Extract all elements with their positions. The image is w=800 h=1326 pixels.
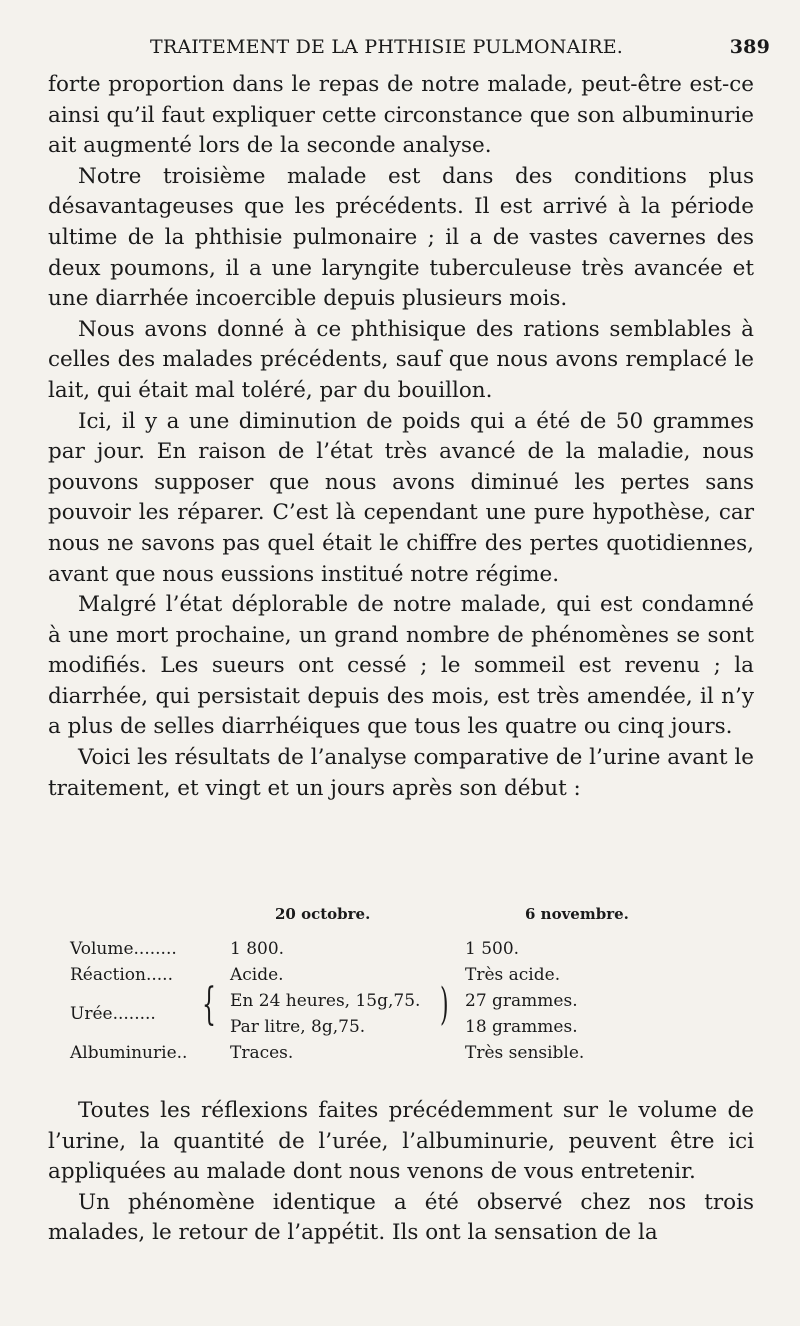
brace-right: ) [440, 979, 449, 1030]
paragraph: Toutes les réflexions faites précédemment sur le volume de l’urine, la quantité de l’urée, l’albuminurie, peuvent être ici appliquées au malade dont nous venons de vous entretenir. [48, 1098, 754, 1185]
column-header-date-1: 20 octobre. [275, 905, 371, 923]
column-header-date-2: 6 novembre. [525, 905, 629, 923]
row-label-albuminurie: Albuminurie.. [70, 1043, 188, 1063]
cell-reaction-1: Acide. [230, 965, 284, 985]
running-header [150, 36, 770, 62]
cell-uree-litre: Par litre, 8g,75. [230, 1017, 366, 1037]
cell-reaction-2: Très acide. [465, 965, 561, 985]
paragraph: Ici, il y a une diminution de poids qui a été de 50 grammes par jour. En raison de l’état très avancé de la maladie, nous pouvons supposer que nous avons diminué les pertes sans pouvoir les réparer. C’est là cependant une pure hypothèse, car nous ne savons pas quel était le chiffre des pertes quotidiennes, avant que nous eussions institué notre régime. [48, 408, 754, 587]
running-title: TRAITEMENT DE LA PHTHISIE PULMONAIRE. [150, 36, 624, 58]
cell-uree-24h-2: 27 grammes. [465, 991, 578, 1011]
paragraph: Voici les résultats de l’analyse comparative de l’urine avant le traitement, et vingt et un jours après son début : [48, 745, 754, 801]
paragraph: Malgré l’état déplorable de notre malade, qui est condamné à une mort prochaine, un grand nombre de phénomènes se sont modifiés. Les sueurs ont cessé ; le sommeil est revenu ; la diarrhée, qui persistait depuis des mois, est très amendée, il n’y a plus de selles diarrhéiques que tous les quatre ou cinq jours. [48, 592, 754, 740]
row-label-reaction: Réaction..... [70, 965, 173, 985]
row-label-uree: Urée........ [70, 1004, 156, 1024]
paragraph: Nous avons donné à ce phthisique des rations semblables à celles des malades précédents, sauf que nous avons remplacé le lait, qui était mal toléré, par du bouillon. [48, 316, 754, 403]
paragraph: Un phénomène identique a été observé chez nos trois malades, le retour de l’appétit. Ils ont la sensation de la [48, 1189, 754, 1246]
cell-volume-1: 1 800. [230, 939, 285, 959]
paragraph: forte proportion dans le repas de notre malade, peut-être est-ce ainsi qu’il faut expliquer cette circonstance que son albuminurie ait augmenté lors de la seconde analyse. [48, 72, 754, 159]
cell-albuminurie-1: Traces. [230, 1043, 294, 1063]
brace-left: { [202, 979, 216, 1030]
body-text-bottom [48, 1096, 754, 1249]
cell-volume-2: 1 500. [465, 939, 520, 959]
page-number: 389 [729, 36, 770, 58]
cell-uree-24h: En 24 heures, 15g,75. [230, 991, 421, 1011]
body-text-top [48, 70, 754, 804]
cell-uree-litre-2: 18 grammes. [465, 1017, 578, 1037]
cell-albuminurie-2: Très sensible. [465, 1043, 585, 1063]
row-label-volume: Volume........ [70, 939, 177, 959]
paragraph: Notre troisième malade est dans des conditions plus désavantageuses que les précédents. Il est arrivé à la période ultime de la phthisie pulmonaire ; il a de vastes cavernes des deux poumons, il a une laryngite tuberculeuse très avancée et une diarrhée incoercible depuis plusieurs mois. [48, 163, 754, 312]
